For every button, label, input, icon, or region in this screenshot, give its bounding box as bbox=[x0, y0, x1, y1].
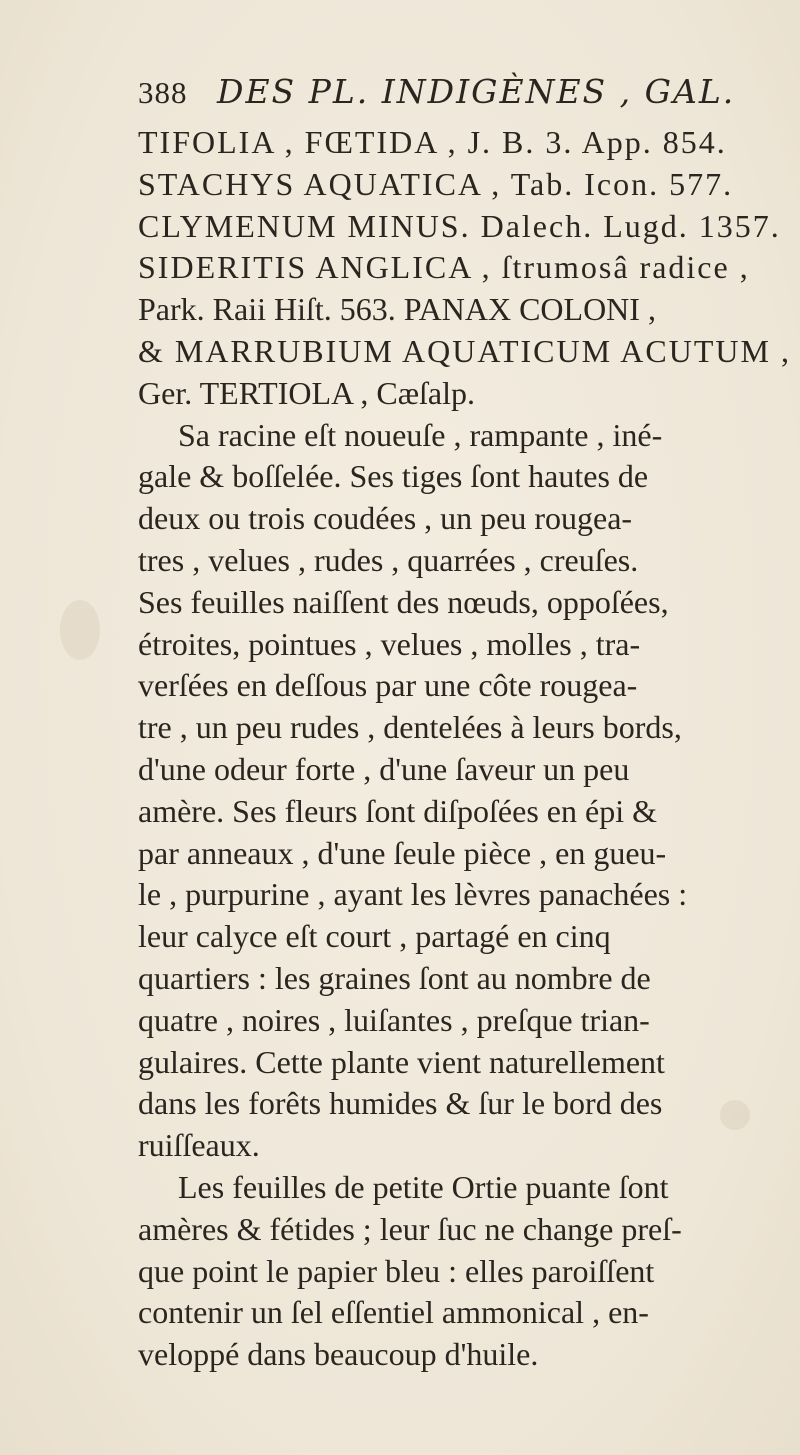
text-line: amères & fétides ; leur ſuc ne change preſ- bbox=[138, 1210, 682, 1247]
running-title: DES PL. INDIGÈNES , GAL. bbox=[217, 72, 736, 111]
text-line: veloppé dans beaucoup d'huile. bbox=[138, 1336, 539, 1373]
text-line: SIDERITIS ANGLICA , ſtrumosâ radice , bbox=[138, 249, 750, 286]
text-line: amère. Ses fleurs ſont diſpoſées en épi & bbox=[138, 792, 657, 829]
text-line: Ses feuilles naiſſent des nœuds, oppoſées, bbox=[138, 583, 669, 620]
text-line: gale & boſſelée. Ses tiges ſont hautes de bbox=[138, 458, 649, 495]
text-line: tres , velues , rudes , quarrées , creuſes. bbox=[138, 541, 639, 578]
text-line: ruiſſeaux. bbox=[138, 1127, 260, 1164]
text-line: dans les forêts humides & ſur le bord des bbox=[138, 1085, 663, 1122]
body-text bbox=[138, 122, 800, 1376]
text-line: quatre , noires , luiſantes , preſque trian- bbox=[138, 1001, 650, 1038]
text-line: quartiers : les graines ſont au nombre de bbox=[138, 959, 651, 996]
text-line: gulaires. Cette plante vient naturellement bbox=[138, 1043, 665, 1080]
text-line: le , purpurine , ayant les lèvres panachées : bbox=[138, 876, 688, 913]
text-line: leur calyce eſt court , partagé en cinq bbox=[138, 918, 611, 955]
text-line: que point le papier bleu : elles paroiſſent bbox=[138, 1252, 655, 1289]
text-line: contenir un ſel eſſentiel ammonical , en- bbox=[138, 1294, 649, 1331]
text-line: Ger. TERTIOLA , Cæſalp. bbox=[138, 374, 476, 411]
text-line: verſées en deſſous par une côte rougea- bbox=[138, 667, 638, 704]
text-line: TIFOLIA , FŒTIDA , J. B. 3. App. 854. bbox=[138, 124, 727, 160]
text-line: étroites, pointues , velues , molles , tra- bbox=[138, 625, 641, 662]
text-line: Park. Raii Hiſt. 563. PANAX COLONI , bbox=[138, 291, 656, 328]
text-line: & MARRUBIUM AQUATICUM ACUTUM , bbox=[138, 332, 791, 369]
text-line: CLYMENUM MINUS. Dalech. Lugd. 1357. bbox=[138, 207, 781, 244]
text-line: par anneaux , d'une ſeule pièce , en gueu- bbox=[138, 834, 667, 871]
paragraph-start-line: Sa racine eſt noueuſe , rampante , iné- bbox=[178, 416, 663, 453]
page-number: 388 bbox=[138, 75, 188, 110]
text-line: deux ou trois coudées , un peu rougea- bbox=[138, 500, 633, 537]
text-line: STACHYS AQUATICA , Tab. Icon. 577. bbox=[138, 165, 734, 202]
page-header bbox=[138, 72, 778, 116]
text-line: tre , un peu rudes , dentelées à leurs bords, bbox=[138, 709, 682, 746]
paper-stain bbox=[60, 600, 100, 660]
paragraph-start-line: Les feuilles de petite Ortie puante ſont bbox=[178, 1168, 669, 1205]
text-line: d'une odeur forte , d'une ſaveur un peu bbox=[138, 750, 630, 787]
